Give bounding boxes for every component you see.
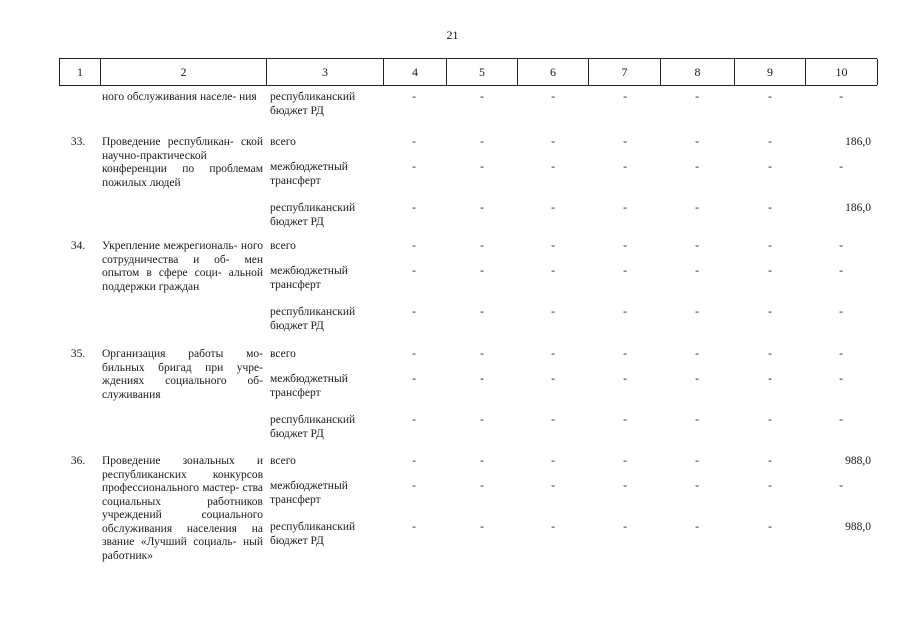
value-cell: - bbox=[695, 480, 699, 492]
row-description: ного обслуживания населе- ния bbox=[102, 91, 257, 103]
value-cell: - bbox=[695, 348, 699, 360]
value-cell: - bbox=[695, 202, 699, 214]
value-cell: - bbox=[551, 455, 555, 467]
value-cell: - bbox=[480, 348, 484, 360]
funding-source-label: республиканский бюджет РД bbox=[270, 306, 356, 332]
value-cell: - bbox=[551, 161, 555, 173]
value-cell: - bbox=[480, 240, 484, 252]
value-cell: - bbox=[480, 202, 484, 214]
value-cell: - bbox=[839, 161, 843, 173]
value-cell: - bbox=[695, 91, 699, 103]
value-cell: - bbox=[768, 521, 772, 533]
value-cell: - bbox=[412, 91, 416, 103]
value-cell: - bbox=[551, 240, 555, 252]
value-cell: - bbox=[695, 240, 699, 252]
value-cell: - bbox=[480, 373, 484, 385]
value-cell: - bbox=[412, 240, 416, 252]
row-description: Укрепление межрегиональ- ного сотрудничества и об- мен опытом в сфере соци- альной поддержки граждан bbox=[102, 240, 263, 293]
header-col-6: 6 bbox=[518, 59, 589, 85]
value-cell: - bbox=[695, 455, 699, 467]
value-cell: - bbox=[839, 414, 843, 426]
value-cell: - bbox=[480, 136, 484, 148]
header-col-1: 1 bbox=[60, 59, 101, 85]
value-cell: - bbox=[480, 521, 484, 533]
row-number: 35. bbox=[70, 348, 86, 360]
header-col-3: 3 bbox=[267, 59, 384, 85]
funding-source-label: всего bbox=[270, 455, 296, 467]
value-cell: - bbox=[623, 373, 627, 385]
value-cell: - bbox=[623, 306, 627, 318]
value-cell: 988,0 bbox=[845, 521, 871, 533]
value-cell: - bbox=[551, 202, 555, 214]
value-cell: - bbox=[480, 480, 484, 492]
value-cell: - bbox=[623, 240, 627, 252]
funding-source-label: республиканский бюджет РД bbox=[270, 521, 356, 547]
value-cell: - bbox=[412, 521, 416, 533]
value-cell: - bbox=[480, 91, 484, 103]
value-cell: - bbox=[623, 348, 627, 360]
value-cell: - bbox=[839, 91, 843, 103]
funding-source-label: всего bbox=[270, 240, 296, 252]
funding-source-label: республиканский бюджет РД bbox=[270, 414, 356, 440]
funding-source-label: республиканский бюджет РД bbox=[270, 202, 356, 228]
value-cell: - bbox=[768, 306, 772, 318]
funding-source-label: межбюджетный трансферт bbox=[270, 373, 348, 399]
value-cell: - bbox=[768, 455, 772, 467]
budget-table bbox=[59, 58, 877, 562]
value-cell: - bbox=[623, 480, 627, 492]
header-col-7: 7 bbox=[589, 59, 661, 85]
value-cell: - bbox=[412, 202, 416, 214]
funding-source-label: республиканский бюджет РД bbox=[270, 91, 356, 117]
value-cell: - bbox=[551, 348, 555, 360]
value-cell: - bbox=[695, 521, 699, 533]
value-cell: - bbox=[480, 414, 484, 426]
value-cell: - bbox=[480, 306, 484, 318]
value-cell: - bbox=[768, 348, 772, 360]
value-cell: - bbox=[412, 414, 416, 426]
row-number: 33. bbox=[70, 136, 86, 148]
value-cell: - bbox=[551, 521, 555, 533]
value-cell: - bbox=[551, 91, 555, 103]
funding-source-label: межбюджетный трансферт bbox=[270, 480, 348, 506]
value-cell: - bbox=[768, 136, 772, 148]
value-cell: - bbox=[412, 265, 416, 277]
value-cell: - bbox=[623, 136, 627, 148]
header-col-4: 4 bbox=[384, 59, 447, 85]
value-cell: - bbox=[412, 348, 416, 360]
value-cell: - bbox=[623, 265, 627, 277]
header-col-8: 8 bbox=[661, 59, 735, 85]
table-header bbox=[59, 58, 877, 86]
value-cell: - bbox=[412, 136, 416, 148]
header-col-5: 5 bbox=[447, 59, 518, 85]
value-cell: - bbox=[480, 161, 484, 173]
value-cell: - bbox=[551, 306, 555, 318]
value-cell: 186,0 bbox=[845, 136, 871, 148]
funding-source-label: межбюджетный трансферт bbox=[270, 161, 348, 187]
value-cell: 186,0 bbox=[845, 202, 871, 214]
value-cell: - bbox=[768, 373, 772, 385]
value-cell: - bbox=[839, 348, 843, 360]
page-number: 21 bbox=[446, 28, 459, 42]
row-number: 36. bbox=[70, 455, 86, 467]
value-cell: - bbox=[695, 306, 699, 318]
header-col-10: 10 bbox=[806, 59, 878, 85]
row-description: Проведение зональных и республиканских конкурсов профессионального мастер- ства социальных работников учреждений социального обслуживания населения на звание «Лучший социаль- ный работник» bbox=[102, 455, 263, 562]
value-cell: - bbox=[623, 521, 627, 533]
value-cell: - bbox=[768, 240, 772, 252]
value-cell: - bbox=[768, 202, 772, 214]
value-cell: - bbox=[768, 161, 772, 173]
row-description: Организация работы мо- бильных бригад при учре- ждениях социального об- служивания bbox=[102, 348, 263, 401]
funding-source-label: всего bbox=[270, 348, 296, 360]
header-col-9: 9 bbox=[735, 59, 806, 85]
value-cell: - bbox=[839, 240, 843, 252]
value-cell: - bbox=[768, 265, 772, 277]
value-cell: - bbox=[480, 455, 484, 467]
header-col-2: 2 bbox=[101, 59, 267, 85]
value-cell: - bbox=[695, 373, 699, 385]
value-cell: - bbox=[480, 265, 484, 277]
funding-source-label: межбюджетный трансферт bbox=[270, 265, 348, 291]
value-cell: - bbox=[551, 265, 555, 277]
value-cell: - bbox=[412, 480, 416, 492]
value-cell: - bbox=[623, 91, 627, 103]
value-cell: - bbox=[551, 480, 555, 492]
value-cell: - bbox=[839, 306, 843, 318]
value-cell: - bbox=[695, 414, 699, 426]
row-description: Проведение республикан- ской научно-практической конференции по проблемам пожилых людей bbox=[102, 136, 263, 189]
value-cell: - bbox=[623, 455, 627, 467]
value-cell: - bbox=[839, 265, 843, 277]
value-cell: - bbox=[412, 455, 416, 467]
value-cell: - bbox=[412, 161, 416, 173]
value-cell: - bbox=[839, 480, 843, 492]
row-number: 34. bbox=[70, 240, 86, 252]
value-cell: - bbox=[695, 161, 699, 173]
value-cell: - bbox=[551, 414, 555, 426]
value-cell: - bbox=[623, 414, 627, 426]
funding-source-label: всего bbox=[270, 136, 296, 148]
value-cell: - bbox=[623, 202, 627, 214]
value-cell: - bbox=[412, 306, 416, 318]
value-cell: - bbox=[695, 265, 699, 277]
value-cell: - bbox=[768, 480, 772, 492]
value-cell: - bbox=[768, 91, 772, 103]
value-cell: - bbox=[551, 373, 555, 385]
value-cell: - bbox=[551, 136, 555, 148]
value-cell: - bbox=[623, 161, 627, 173]
value-cell: - bbox=[695, 136, 699, 148]
value-cell: 988,0 bbox=[845, 455, 871, 467]
value-cell: - bbox=[839, 373, 843, 385]
value-cell: - bbox=[412, 373, 416, 385]
value-cell: - bbox=[768, 414, 772, 426]
